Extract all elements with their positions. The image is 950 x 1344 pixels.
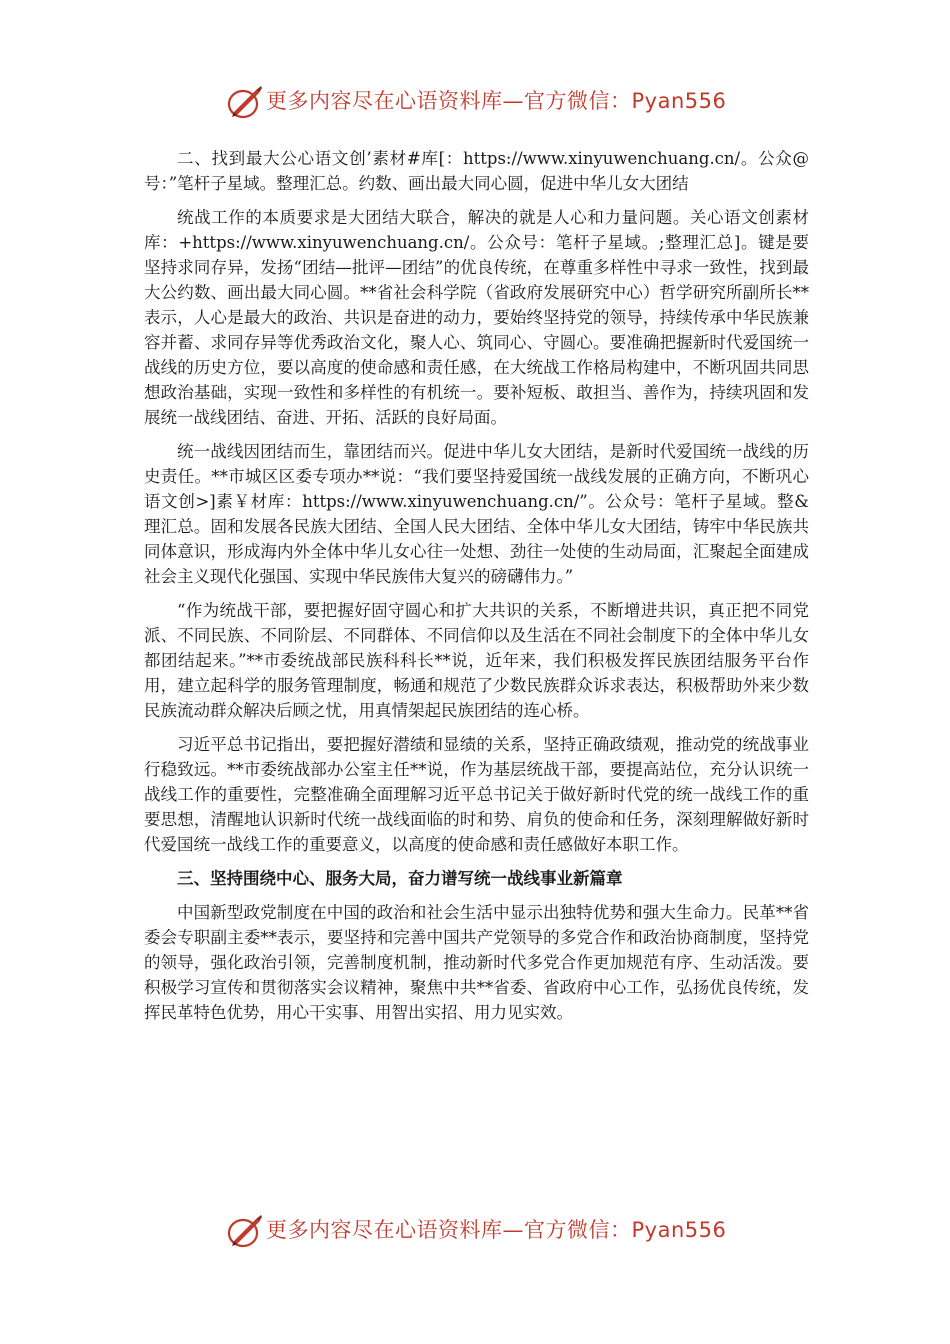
- header-banner: [0, 82, 950, 122]
- paragraph-2: 统一战线因团结而生，靠团结而兴。促进中华儿女大团结，是新时代爱国统一战线的历史责任。**市城区区委专项办**说：“我们要坚持爱国统一战线发展的正确方向，不断巩心语文创>]素￥材库：https://www.xinyuwenchuang.cn/”。公众号：笔杆子星域。整&理汇总。固和发展各民族大团结、全国人民大团结、全体中华儿女大团结，铸牢中华民族共同体意识，形成海内外全体中华儿女心往一处想、劲往一处使的生动局面，汇聚起全面建成社会主义现代化强国、实现中华民族伟大复兴的磅礴伟力。”: [144, 442, 809, 586]
- document-body: [144, 146, 809, 1034]
- paragraph-5: 中国新型政党制度在中国的政治和社会生活中显示出独特优势和强大生命力。民革**省委会专职副主委**表示，要坚持和完善中国共产党领导的多党合作和政治协商制度，坚持党的领导，强化政治引领，完善制度机制，推动新时代多党合作更加规范有序、生动活泼。要积极学习宣传和贯彻落实会议精神，聚焦中共**省委、省政府中心工作，弘扬优良传统，发挥民革特色优势，用心干实事、用智出实招、用力见实效。: [144, 903, 809, 1022]
- banner-text: 更多内容尽在心语资料库—官方微信：Pyan556: [266, 1218, 727, 1242]
- paragraph-1: 统战工作的本质要求是大团结大联合，解决的就是人心和力量问题。关心语文创素材库：+https://www.xinyuwenchuang.cn/。公众号：笔杆子星域。;整理汇总]。键是要坚持求同存异，发扬“团结—批评—团结”的优良传统，在尊重多样性中寻求一致性，找到最大公约数、画出最大同心圆。**省社会科学院（省政府发展研究中心）哲学研究所副所长**表示，人心是最大的政治、共识是奋进的动力，要始终坚持党的领导，持续传承中华民族兼容并蓄、求同存异等优秀政治文化，聚人心、筑同心、守圆心。要准确把握新时代爱国统一战线的历史方位，要以高度的使命感和责任感，在大统战工作格局构建中，不断巩固共同思想政治基础，实现一致性和多样性的有机统一。要补短板、敢担当、善作为，持续巩固和发展统一战线团结、奋进、开拓、活跃的良好局面。: [144, 208, 809, 427]
- pen-logo-icon: [226, 1213, 264, 1249]
- banner-text: 更多内容尽在心语资料库—官方微信：Pyan556: [266, 89, 727, 113]
- section-three-heading: 三、坚持围绕中心、服务大局，奋力谱写统一战线事业新篇章: [177, 869, 623, 888]
- paragraph-section-two-title: 二、找到最大公心语文创’素材#库[：https://www.xinyuwenchuang.cn/。公众@号：”笔杆子星域。整理汇总。约数、画出最大同心圆，促进中华儿女大团结: [144, 149, 809, 193]
- paragraph-3: “作为统战干部，要把握好固守圆心和扩大共识的关系，不断增进共识，真正把不同党派、不同民族、不同阶层、不同群体、不同信仰以及生活在不同社会制度下的全体中华儿女都团结起来。”**市委统战部民族科科长**说，近年来，我们积极发挥民族团结服务平台作用，建立起科学的服务管理制度，畅通和规范了少数民族群众诉求表达，积极帮助外来少数民族流动群众解决后顾之忧，用真情架起民族团结的连心桥。: [144, 601, 809, 720]
- footer-banner: [0, 1211, 950, 1251]
- pen-logo-icon: [226, 84, 264, 120]
- paragraph-4: 习近平总书记指出，要把握好潜绩和显绩的关系，坚持正确政绩观，推动党的统战事业行稳致远。**市委统战部办公室主任**说，作为基层统战干部，要提高站位，充分认识统一战线工作的重要性，完整准确全面理解习近平总书记关于做好新时代党的统一战线工作的重要思想，清醒地认识新时代统一战线面临的时和势、肩负的使命和任务，深刻理解做好新时代爱国统一战线工作的重要意义，以高度的使命感和责任感做好本职工作。: [144, 735, 809, 854]
